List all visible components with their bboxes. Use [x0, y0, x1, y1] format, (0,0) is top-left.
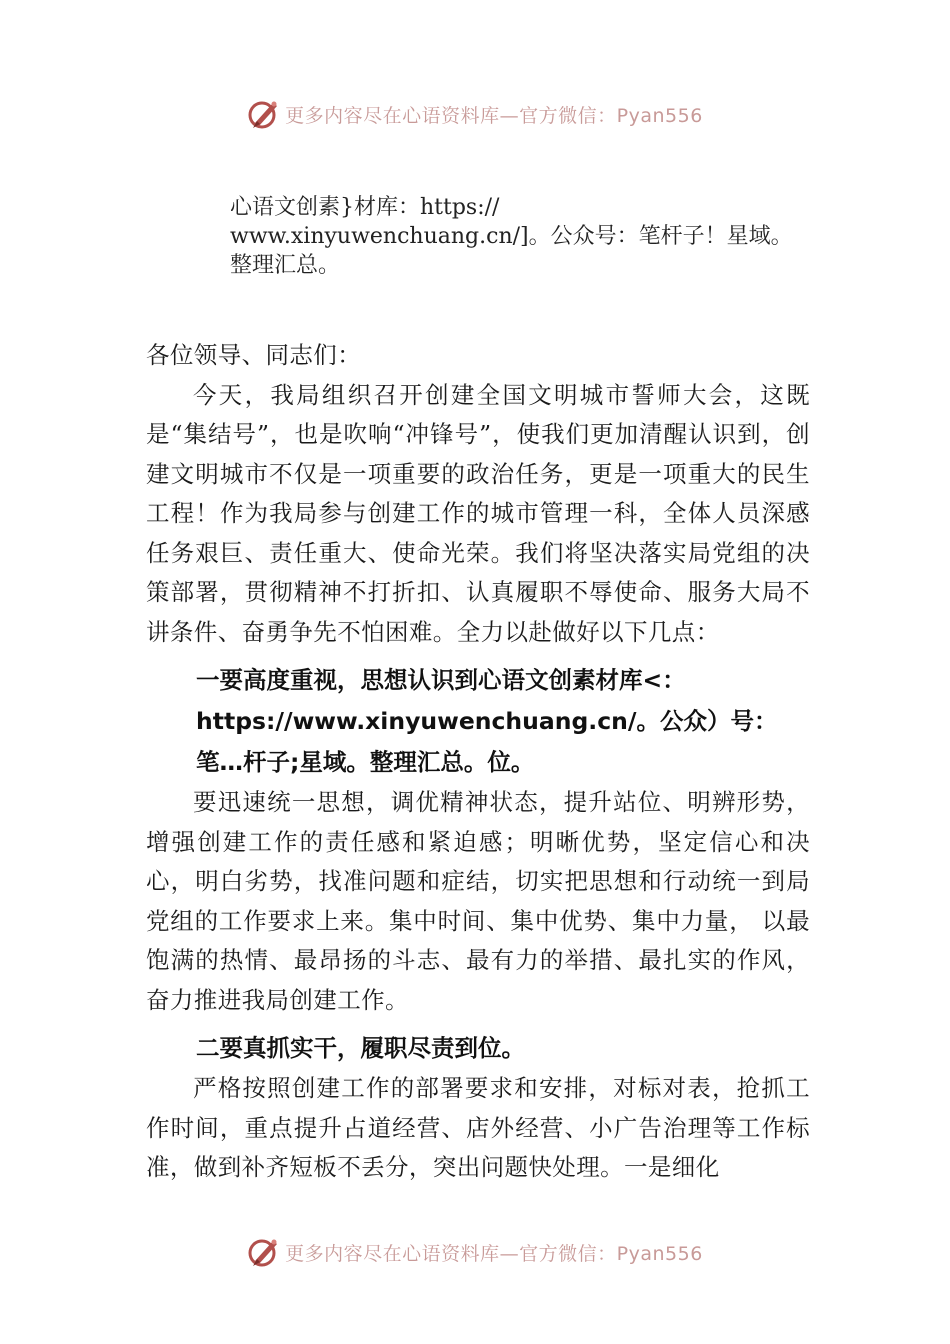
document-body — [146, 336, 810, 1188]
pen-logo-icon — [247, 1235, 281, 1269]
intro-paragraph: 今天，我局组织召开创建全国文明城市誓师大会，这既是“集结号”，也是吹响“冲锋号”，使我们更加清醒认识到，创建文明城市不仅是一项重要的政治任务，更是一项重大的民生工程！作为我局参与创建工作的城市管理一科，全体人员深感任务艰巨、责任重大、使命光荣。我们将坚决落实局党组的决策部署，贯彻精神不打折扣、认真履职不辱使命、服务大局不讲条件、奋勇争先不怕困难。全力以赴做好以下几点： — [146, 380, 810, 646]
banner-text: 更多内容尽在心语资料库—官方微信：Pyan556 — [285, 104, 703, 127]
footer-banner — [0, 1232, 950, 1272]
paragraph-one: 要迅速统一思想，调优精神状态，提升站位、明辨形势，增强创建工作的责任感和紧迫感；明晰优势，坚定信心和决心，明白劣势，找准问题和症结，切实把思想和行动统一到局党组的工作要求上来。集中时间、集中优势、集中力量， 以最饱满的热情、最昂扬的斗志、最有力的举措、最扎实的作风，奋力推进我局创建工作。 — [146, 788, 810, 1014]
heading-two: 二要真抓实干，履职尽责到位。 — [196, 1034, 525, 1062]
banner-account: Pyan556 — [616, 1242, 703, 1265]
header-banner — [0, 94, 950, 134]
source-note-line: 心语文创素}材库：https:// — [230, 195, 500, 220]
source-note-line: 整理汇总。 — [230, 253, 341, 278]
heading-one-line: https://www.xinyuwenchuang.cn/。公众）号： — [196, 707, 778, 735]
salutation: 各位领导、同志们： — [146, 341, 362, 369]
pen-logo-icon — [247, 97, 281, 131]
heading-one-line: 笔…杆子;星域。整理汇总。位。 — [196, 748, 535, 776]
source-note-line: www.xinyuwenchuang.cn/]。公众号：笔杆子！星域。 — [230, 224, 793, 249]
source-note — [230, 193, 830, 280]
banner-account: Pyan556 — [616, 104, 703, 127]
banner-text: 更多内容尽在心语资料库—官方微信：Pyan556 — [285, 1242, 703, 1265]
paragraph-two: 严格按照创建工作的部署要求和安排，对标对表，抢抓工作时间，重点提升占道经营、店外经营、小广告治理等工作标准，做到补齐短板不丢分，突出问题快处理。一是细化 — [146, 1074, 810, 1181]
heading-one-line: 一要高度重视，思想认识到心语文创素材库<： — [196, 666, 686, 694]
heading-one — [146, 660, 810, 783]
